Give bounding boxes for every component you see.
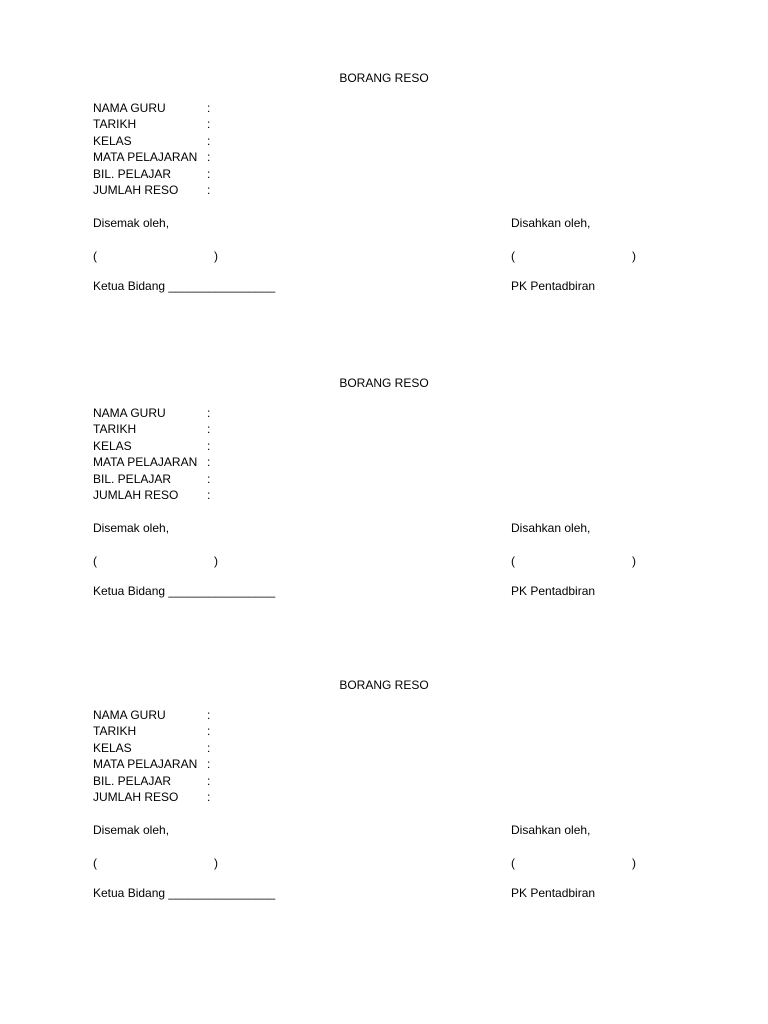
field-colon: : xyxy=(207,101,211,115)
field-colon: : xyxy=(207,150,211,165)
signature-open-paren: ( xyxy=(93,249,97,263)
field-colon: : xyxy=(207,487,211,502)
signature-close-paren: ) xyxy=(214,856,218,870)
signature-open-paren: ( xyxy=(93,554,97,568)
field-colon: : xyxy=(207,438,211,453)
checked-by-label: Disemak oleh, xyxy=(93,521,170,535)
form-fields xyxy=(93,100,293,198)
signature-close-paren: ) xyxy=(214,554,218,568)
admin-label: PK Pentadbiran xyxy=(511,886,596,900)
field-label: TARIKH xyxy=(93,422,137,437)
field-colon: : xyxy=(207,724,211,739)
field-label: KELAS xyxy=(93,438,132,453)
field-label: BIL. PELAJAR xyxy=(93,166,172,181)
field-colon: : xyxy=(207,708,211,722)
field-label: TARIKH xyxy=(93,117,137,132)
signature-open-paren: ( xyxy=(93,856,97,870)
field-label: BIL. PELAJAR xyxy=(93,773,172,788)
field-kelas xyxy=(93,438,293,454)
approved-by-label: Disahkan oleh, xyxy=(511,521,591,535)
field-nama-guru xyxy=(93,707,293,723)
field-colon: : xyxy=(207,422,211,437)
field-label: TARIKH xyxy=(93,724,137,739)
field-jumlah-reso xyxy=(93,789,293,805)
reso-form-2 xyxy=(0,375,768,615)
field-label: NAMA GURU xyxy=(93,101,166,115)
reso-form-1 xyxy=(0,70,768,310)
field-label: NAMA GURU xyxy=(93,406,166,420)
field-colon: : xyxy=(207,117,211,132)
field-bil-pelajar xyxy=(93,166,293,182)
field-jumlah-reso xyxy=(93,487,293,503)
field-bil-pelajar xyxy=(93,471,293,487)
field-colon: : xyxy=(207,740,211,755)
signature-close-paren: ) xyxy=(632,249,636,263)
signature-close-paren: ) xyxy=(632,856,636,870)
field-colon: : xyxy=(207,455,211,470)
field-colon: : xyxy=(207,789,211,804)
field-label: JUMLAH RESO xyxy=(93,789,179,804)
checked-by-label: Disemak oleh, xyxy=(93,823,170,837)
field-colon: : xyxy=(207,166,211,181)
field-label: BIL. PELAJAR xyxy=(93,471,172,486)
field-jumlah-reso xyxy=(93,182,293,198)
field-nama-guru xyxy=(93,405,293,421)
reso-form-3 xyxy=(0,677,768,917)
field-colon: : xyxy=(207,757,211,772)
field-colon: : xyxy=(207,406,211,420)
head-of-department-label: Ketua Bidang ________________ xyxy=(93,886,276,900)
admin-label: PK Pentadbiran xyxy=(511,279,596,293)
field-colon: : xyxy=(207,133,211,148)
field-tarikh xyxy=(93,723,293,739)
form-fields xyxy=(93,707,293,805)
head-of-department-label: Ketua Bidang ________________ xyxy=(93,584,276,598)
field-colon: : xyxy=(207,471,211,486)
field-nama-guru xyxy=(93,100,293,116)
signature-close-paren: ) xyxy=(632,554,636,568)
field-mata-pelajaran xyxy=(93,454,293,470)
field-label: KELAS xyxy=(93,133,132,148)
field-tarikh xyxy=(93,421,293,437)
field-label: JUMLAH RESO xyxy=(93,487,179,502)
form-title: BORANG RESO xyxy=(339,678,429,692)
field-mata-pelajaran xyxy=(93,149,293,165)
field-label: KELAS xyxy=(93,740,132,755)
form-fields xyxy=(93,405,293,503)
field-kelas xyxy=(93,740,293,756)
admin-label: PK Pentadbiran xyxy=(511,584,596,598)
field-label: JUMLAH RESO xyxy=(93,182,179,197)
head-of-department-label: Ketua Bidang ________________ xyxy=(93,279,276,293)
field-label: MATA PELAJARAN xyxy=(93,150,198,165)
form-title: BORANG RESO xyxy=(339,71,429,85)
field-colon: : xyxy=(207,182,211,197)
field-mata-pelajaran xyxy=(93,756,293,772)
checked-by-label: Disemak oleh, xyxy=(93,216,170,230)
approved-by-label: Disahkan oleh, xyxy=(511,823,591,837)
approved-by-label: Disahkan oleh, xyxy=(511,216,591,230)
field-label: MATA PELAJARAN xyxy=(93,757,198,772)
form-title: BORANG RESO xyxy=(339,376,429,390)
field-kelas xyxy=(93,133,293,149)
field-colon: : xyxy=(207,773,211,788)
signature-close-paren: ) xyxy=(214,249,218,263)
signature-open-paren: ( xyxy=(511,856,515,870)
signature-open-paren: ( xyxy=(511,249,515,263)
field-bil-pelajar xyxy=(93,773,293,789)
field-label: NAMA GURU xyxy=(93,708,166,722)
field-label: MATA PELAJARAN xyxy=(93,455,198,470)
signature-open-paren: ( xyxy=(511,554,515,568)
field-tarikh xyxy=(93,116,293,132)
